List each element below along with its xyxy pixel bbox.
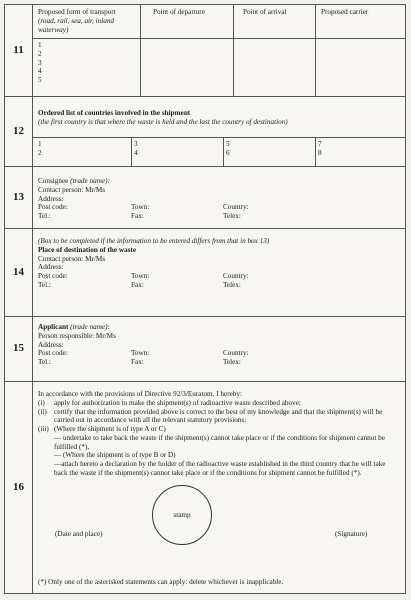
telex-label: Telex: xyxy=(223,212,241,221)
header-transport-modes: (road, rail, sea, air, inland waterway) xyxy=(38,16,115,34)
stamp-circle xyxy=(152,485,212,545)
town-label: Town: xyxy=(131,349,150,358)
column-divider xyxy=(131,137,132,166)
clause-ii: certify that the information provided above is correct to the best of my knowledge and that the shipment(s) will be carried out in accordance with all the relevant statutory provisions; xyxy=(54,407,383,425)
section-number: 12 xyxy=(5,97,33,166)
address-label: Address: xyxy=(38,340,64,349)
telex-label: Telex: xyxy=(223,280,241,289)
trade-name-label: (trade name): xyxy=(70,177,110,185)
section-11-transport xyxy=(5,5,405,97)
country-slot-7: 7 xyxy=(318,140,322,148)
date-place-label: (Date and place) xyxy=(55,530,103,538)
section-14-destination xyxy=(5,229,405,317)
section-number: 13 xyxy=(5,167,33,228)
clause-iii-type-b-d: — (Where the shipment is of type B or D) xyxy=(54,451,176,460)
column-divider xyxy=(223,137,224,166)
column-divider xyxy=(315,137,316,166)
country-slot-6: 6 xyxy=(226,148,230,157)
post-code-label: Post code: xyxy=(38,203,68,212)
section-15-applicant xyxy=(5,317,405,382)
tel-label: Tel.: xyxy=(38,358,51,367)
fax-label: Fax: xyxy=(131,280,144,289)
destination-note: (Box to be completed if the information to be entered differs from that in box 13) xyxy=(38,237,270,245)
post-code-label: Post code: xyxy=(38,349,68,358)
telex-label: Telex: xyxy=(223,358,241,367)
countries-title: Ordered list of countries involved in the shipment xyxy=(38,109,191,117)
clause-index: (iii) xyxy=(38,425,49,434)
transport-row: 5 xyxy=(38,76,42,85)
transport-row: 2 xyxy=(38,49,42,58)
footnote: (*) Only one of the asterisked statements can apply: delete whichever is inapplicable. xyxy=(38,578,284,586)
section-number: 14 xyxy=(5,229,33,316)
country-slot-8: 8 xyxy=(318,148,322,157)
clause-iii: (Where the shipment is of type A or C) xyxy=(54,425,166,434)
country-label: Country: xyxy=(223,272,249,281)
country-slot-4: 4 xyxy=(134,148,138,157)
transport-header-row xyxy=(33,5,405,39)
tel-label: Tel.: xyxy=(38,280,51,289)
person-responsible-label: Person responsible: Mr/Ms xyxy=(38,331,116,340)
address-label: Address: xyxy=(38,263,64,272)
consignee-label: Consignee xyxy=(38,177,69,185)
post-code-label: Post code: xyxy=(38,272,68,281)
trade-name-label: (trade name): xyxy=(70,323,110,331)
fax-label: Fax: xyxy=(131,212,144,221)
section-16-declaration xyxy=(5,382,405,593)
country-slot-5: 5 xyxy=(226,140,230,148)
destination-title: Place of destination of the waste xyxy=(38,245,137,254)
section-13-consignee xyxy=(5,167,405,229)
section-12-countries xyxy=(5,97,405,167)
header-point-of-departure: Point of departure xyxy=(153,8,205,16)
tel-label: Tel.: xyxy=(38,212,51,221)
applicant-label: Applicant xyxy=(38,323,69,331)
country-label: Country: xyxy=(223,349,249,358)
countries-note: (the first country is that where the waste is held and the last the country of destination) xyxy=(38,117,288,126)
address-label: Address: xyxy=(38,194,64,203)
header-proposed-carrier: Proposed carrier xyxy=(321,8,369,16)
transport-rows xyxy=(38,41,42,85)
column-divider xyxy=(315,5,316,96)
country-slot-1: 1 xyxy=(38,140,42,148)
header-point-of-arrival: Point of arrival xyxy=(243,8,287,16)
column-divider xyxy=(233,5,234,96)
contact-person-label: Contact person: Mr/Ms xyxy=(38,254,106,263)
transport-row: 1 xyxy=(38,41,42,49)
section-number: 11 xyxy=(5,5,33,96)
clause-i: apply for authorization to make the shipment(s) of radioactive waste described above; xyxy=(54,398,301,407)
country-slot-2: 2 xyxy=(38,148,42,157)
signature-label: (Signature) xyxy=(335,530,368,538)
country-label: Country: xyxy=(223,203,249,212)
country-slot-3: 3 xyxy=(134,140,138,148)
clause-iii-attach: —attach hereto a declaration by the holder of the radioactive waste established in the third country that he will take back the waste if the shipment(s) cannot take place or if the conditions for shipment cannot be fulfilled (*). xyxy=(54,460,386,478)
header-transport-form: Proposed form of transport xyxy=(38,8,116,16)
section-number: 15 xyxy=(5,317,33,381)
section-number: 16 xyxy=(5,382,33,593)
town-label: Town: xyxy=(131,272,150,281)
transport-row: 3 xyxy=(38,58,42,67)
stamp-label: stamp xyxy=(173,510,191,519)
declaration-intro: In accordance with the provisions of Directive 92/3/Euratom, I hereby: xyxy=(38,390,242,398)
column-divider xyxy=(140,5,141,96)
clause-index: (i) xyxy=(38,398,45,407)
clause-index: (ii) xyxy=(38,407,47,416)
transport-row: 4 xyxy=(38,67,42,76)
town-label: Town: xyxy=(131,203,150,212)
fax-label: Fax: xyxy=(131,358,144,367)
clause-iii-undertake: — undertake to take back the waste if the shipment(s) cannot take place or if the conditions for shipment cannot be fulfilled (*), xyxy=(54,433,385,451)
contact-person-label: Contact person: Mr/Ms xyxy=(38,185,106,194)
shipment-form xyxy=(4,4,406,594)
